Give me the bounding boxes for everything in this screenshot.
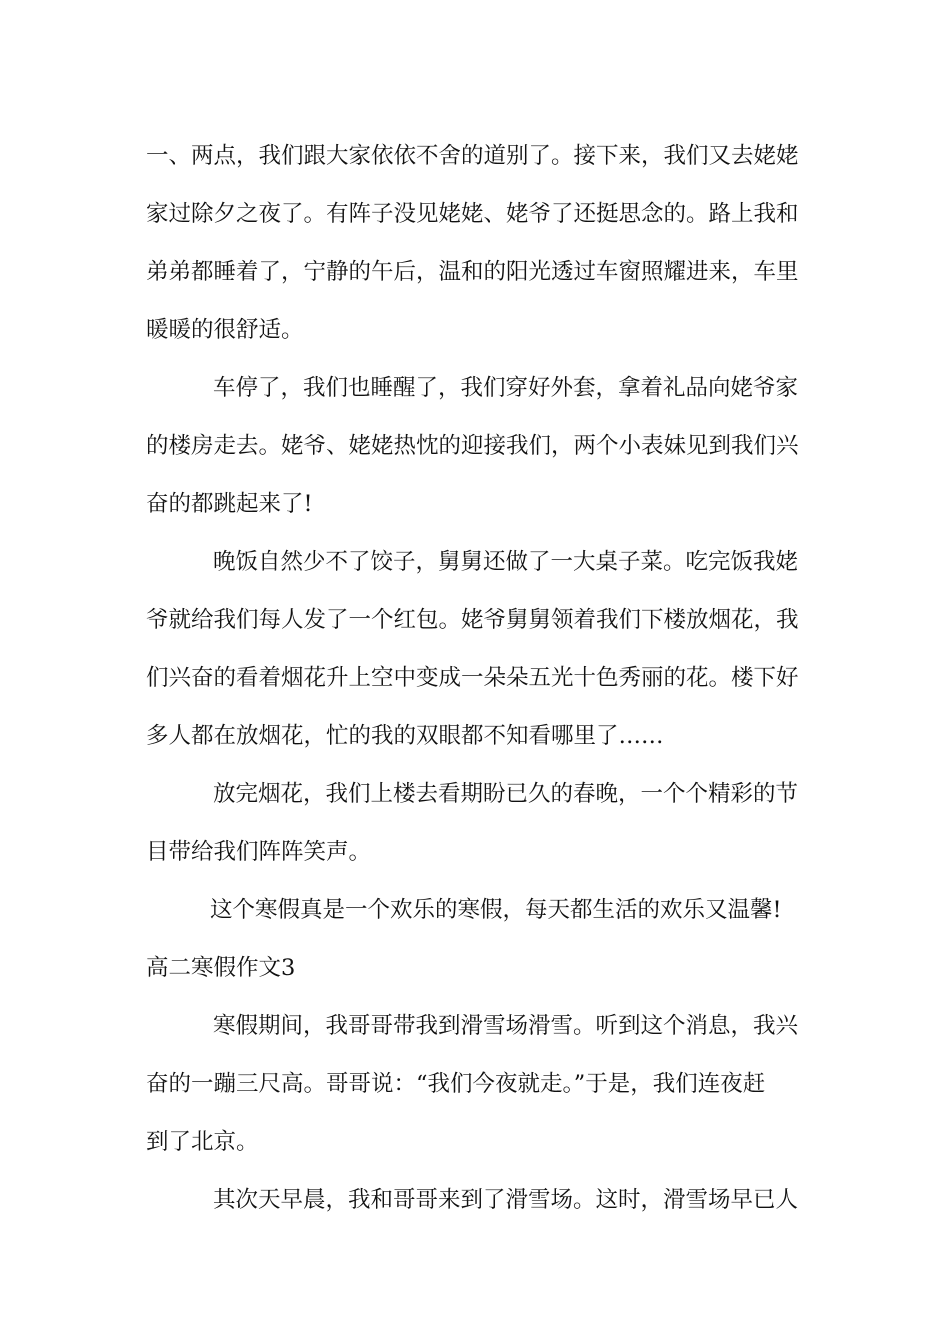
paragraph — [146, 997, 811, 1171]
document-body — [146, 127, 811, 1229]
text-line: 放完烟花，我们上楼去看期盼已久的春晚，一个个精彩的节 — [213, 781, 799, 807]
text-line: 这个寒假真是一个欢乐的寒假，每天都生活的欢乐又温馨! — [210, 897, 782, 923]
section-heading: 高二寒假作文3 — [146, 955, 296, 981]
paragraph — [146, 765, 811, 881]
text-line: 的楼房走去。姥爷、姥姥热忱的迎接我们，两个小表妹见到我们兴 — [146, 433, 799, 459]
paragraph — [146, 1171, 811, 1229]
paragraph — [146, 359, 811, 533]
text-line: 到了北京。 — [146, 1129, 259, 1155]
text-line: 晚饭自然少不了饺子，舅舅还做了一大桌子菜。吃完饭我姥 — [213, 549, 799, 575]
text-line: 奋的都跳起来了! — [146, 491, 313, 517]
text-line: 目带给我们阵阵笑声。 — [146, 839, 372, 865]
paragraph — [146, 881, 811, 939]
text-line: 家过除夕之夜了。有阵子没见姥姥、姥爷了还挺思念的。路上我和 — [146, 201, 799, 227]
text-line: 爷就给我们每人发了一个红包。姥爷舅舅领着我们下楼放烟花，我 — [146, 607, 799, 633]
text-line: 弟弟都睡着了，宁静的午后，温和的阳光透过车窗照耀进来，车里 — [146, 259, 799, 285]
text-line: 一、两点，我们跟大家依依不舍的道别了。接下来，我们又去姥姥 — [146, 143, 799, 169]
text-line: 暖暖的很舒适。 — [146, 317, 304, 343]
paragraph — [146, 127, 811, 359]
text-line: 其次天早晨，我和哥哥来到了滑雪场。这时，滑雪场早已人 — [213, 1187, 799, 1213]
text-line: 车停了，我们也睡醒了，我们穿好外套，拿着礼品向姥爷家 — [213, 375, 799, 401]
text-line: 寒假期间，我哥哥带我到滑雪场滑雪。听到这个消息，我兴 — [213, 1013, 799, 1039]
text-line: 奋的一蹦三尺高。哥哥说：“我们今夜就走。”于是，我们连夜赶 — [146, 1071, 766, 1097]
paragraph — [146, 533, 811, 765]
text-line: 多人都在放烟花，忙的我的双眼都不知看哪里了…… — [146, 723, 664, 749]
text-line: 们兴奋的看着烟花升上空中变成一朵朵五光十色秀丽的花。楼下好 — [146, 665, 799, 691]
